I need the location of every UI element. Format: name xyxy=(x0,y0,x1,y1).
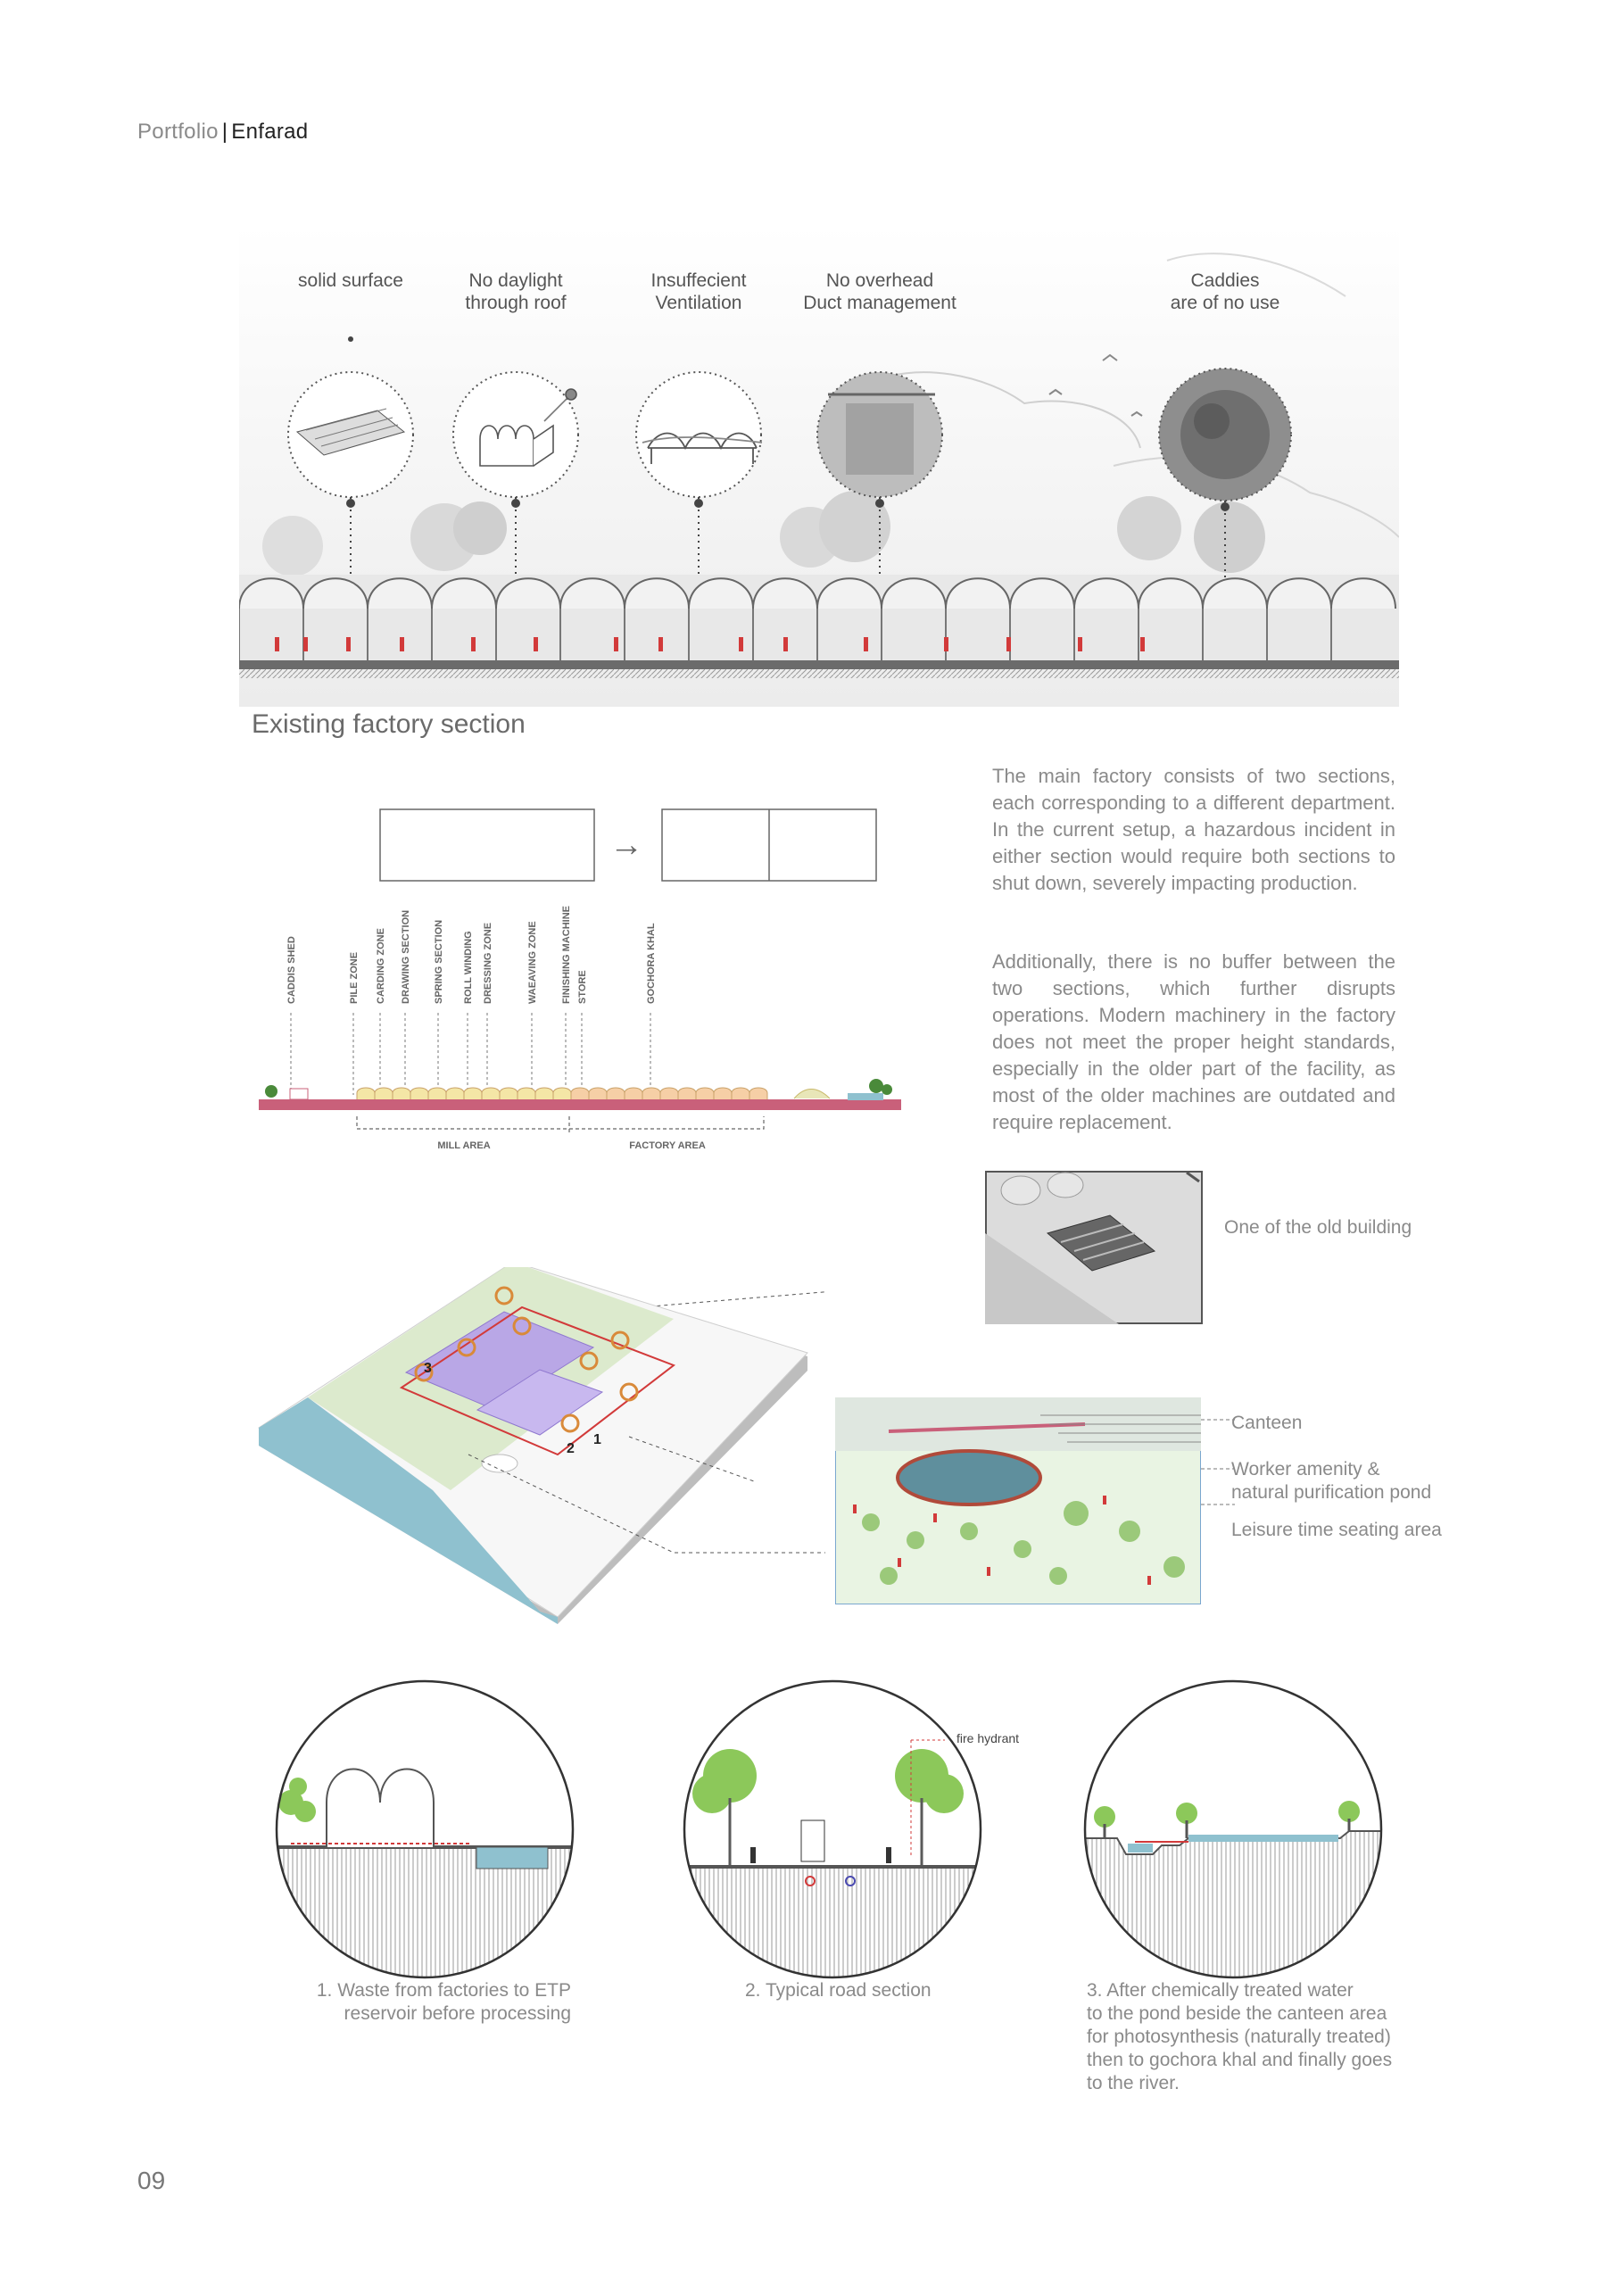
callout-caddies xyxy=(1145,269,1305,314)
section-diagram-svg xyxy=(259,799,919,1173)
callout-text: Caddies are of no use xyxy=(1170,270,1280,313)
red-marker xyxy=(275,637,279,651)
zone-label: STORE xyxy=(577,970,588,1004)
transition-arrow: → xyxy=(609,826,643,864)
section-vault xyxy=(625,1088,642,1099)
section-vault xyxy=(464,1088,482,1099)
callout-text: No overhead Duct management xyxy=(803,270,956,313)
caption-etp: 1. Waste from factories to ETP reservoir before processing xyxy=(316,1980,571,2024)
factory-section-diagram xyxy=(259,799,919,1173)
section-vault xyxy=(410,1088,428,1099)
page-number: 09 xyxy=(137,2167,166,2194)
canteen-label: Canteen xyxy=(1231,1413,1303,1433)
factory-panorama xyxy=(239,225,1399,707)
header-separator: | xyxy=(221,120,228,144)
zone-label: GOCHORA KHAL xyxy=(646,923,657,1004)
site-marker-3: 3 xyxy=(424,1361,432,1376)
khal-water xyxy=(848,1093,883,1100)
zone-label: CADDIS SHED xyxy=(286,936,297,1004)
section-vault xyxy=(749,1088,767,1099)
section-vault xyxy=(714,1088,732,1099)
red-marker xyxy=(534,637,538,651)
site-marker-2: 2 xyxy=(567,1441,575,1456)
section-vault xyxy=(571,1088,589,1099)
section-vault xyxy=(678,1088,696,1099)
callout-ventilation xyxy=(618,269,779,314)
author-name: Enfarad xyxy=(231,120,309,144)
section-vault xyxy=(732,1088,749,1099)
zone-label: ROLL WINDING xyxy=(463,931,474,1004)
description-paragraph-1: The main factory consists of two sections, each corresponding to a different department. In the current setup, a hazardous incident in either section would require both sections to shut down, severely impacting production. xyxy=(992,765,1395,894)
red-marker xyxy=(471,637,476,651)
callout-duct xyxy=(782,269,978,314)
callout-text: No daylight through roof xyxy=(465,270,567,313)
callout-solid-surface xyxy=(275,269,426,292)
ground-strip xyxy=(259,1099,901,1110)
single-section-box xyxy=(380,809,594,881)
section-vault xyxy=(375,1088,393,1099)
section-vault xyxy=(518,1088,535,1099)
callout-text: solid surface xyxy=(298,270,403,291)
zone-label: DRAWING SECTION xyxy=(401,909,411,1004)
section-vault xyxy=(553,1088,571,1099)
caption-road: 2. Typical road section xyxy=(745,1980,932,2001)
caption-pond: 3. After chemically treated water to the pond beside the canteen area for photosynthesis (naturally treated) then to gochora khal and finally goes to the river. xyxy=(1087,1980,1393,2093)
section-vault xyxy=(535,1088,553,1099)
section-vault xyxy=(428,1088,446,1099)
red-marker xyxy=(739,637,743,651)
red-marker xyxy=(944,637,948,651)
red-marker xyxy=(614,637,618,651)
red-marker xyxy=(783,637,788,651)
red-marker xyxy=(1140,637,1145,651)
section-vault xyxy=(660,1088,678,1099)
portfolio-label: Portfolio xyxy=(137,120,219,144)
old-building-inset xyxy=(985,1171,1203,1324)
zone-label: FINISHING MACHINE xyxy=(561,906,572,1004)
section-vault xyxy=(482,1088,500,1099)
section-vault xyxy=(393,1088,410,1099)
red-marker xyxy=(303,637,308,651)
zone-label: DRESSING ZONE xyxy=(483,922,493,1004)
callout-no-daylight xyxy=(435,269,596,314)
red-marker xyxy=(1078,637,1082,651)
zone-label: WAEAVING ZONE xyxy=(527,921,538,1004)
red-marker xyxy=(864,637,868,651)
callout-text: Insuffecient Ventilation xyxy=(650,270,747,313)
caddies-photo xyxy=(1180,390,1270,479)
section-vault xyxy=(642,1088,660,1099)
section-circle-road xyxy=(681,1678,984,1981)
red-marker xyxy=(400,637,404,651)
description-paragraph-2: Additionally, there is no buffer between the two sections, which further disrupts operations. Modern machinery in the factory does not meet the proper height standards, especially in the older part of the facility, as most of the older machines are outdated and require replacement. xyxy=(992,950,1395,1133)
section-vault xyxy=(446,1088,464,1099)
section-circle-pond xyxy=(1081,1678,1385,1981)
section-vault xyxy=(357,1088,375,1099)
section-circle-etp xyxy=(273,1678,576,1981)
section-title: Existing factory section xyxy=(252,709,526,739)
zone-label: CARDING ZONE xyxy=(376,928,386,1004)
mill-area-label: MILL AREA xyxy=(437,1140,491,1151)
zone-label: PILE ZONE xyxy=(349,951,360,1004)
site-axonometric xyxy=(254,1267,825,1624)
canteen-pond-inset xyxy=(835,1397,1201,1604)
zone-label: SPRING SECTION xyxy=(434,919,444,1004)
pond-label: Worker amenity & natural purification pond xyxy=(1231,1459,1432,1503)
section-vault xyxy=(696,1088,714,1099)
red-marker xyxy=(658,637,663,651)
seating-label: Leisure time seating area xyxy=(1231,1520,1442,1540)
section-vault xyxy=(500,1088,518,1099)
old-building-label: One of the old building xyxy=(1224,1217,1412,1238)
section-vault xyxy=(589,1088,607,1099)
fire-hydrant-label: fire hydrant xyxy=(956,1731,1020,1745)
site-marker-1: 1 xyxy=(593,1432,601,1447)
section-vault xyxy=(607,1088,625,1099)
red-marker xyxy=(1006,637,1011,651)
red-marker xyxy=(346,637,351,651)
factory-area-label: FACTORY AREA xyxy=(629,1140,706,1151)
page-header xyxy=(137,120,308,145)
